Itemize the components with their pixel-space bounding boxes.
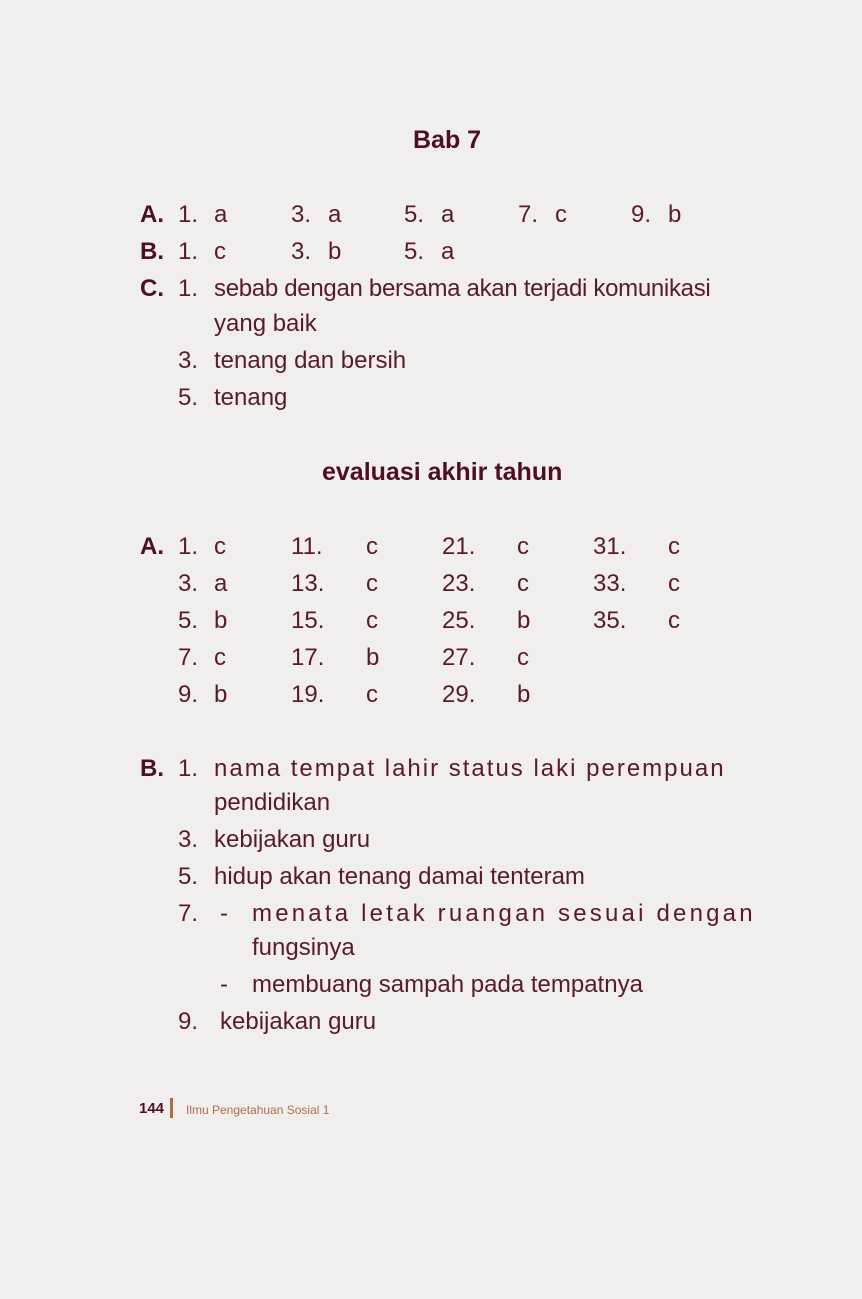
bab7-c-ans-5: tenang xyxy=(214,384,288,411)
evaluasi-a-ans: b xyxy=(214,681,228,708)
evaluasi-b-ans-1-line1: nama tempat lahir status laki perempuan xyxy=(214,755,726,782)
evaluasi-a-ans: c xyxy=(517,644,529,671)
evaluasi-a-num: 1. xyxy=(178,533,199,560)
evaluasi-a-ans: c xyxy=(668,533,680,560)
evaluasi-a-ans: c xyxy=(366,570,378,597)
bab7-c-num-3: 3. xyxy=(178,347,199,374)
bab7-b-num-5: 5. xyxy=(404,238,425,265)
bab7-b-num-1: 1. xyxy=(178,238,199,265)
evaluasi-b-dash: - xyxy=(220,971,228,998)
evaluasi-b-ans-3: kebijakan guru xyxy=(214,826,371,853)
evaluasi-a-num: 11. xyxy=(291,533,323,560)
evaluasi-a-num: 29. xyxy=(442,681,476,708)
evaluasi-b-num-5: 5. xyxy=(178,863,199,890)
evaluasi-a-num: 35. xyxy=(593,607,627,634)
bab7-c-num-1: 1. xyxy=(178,275,199,302)
evaluasi-b-num-9: 9. xyxy=(178,1008,199,1035)
bab7-b-ans-1: c xyxy=(214,238,226,265)
evaluasi-a-num: 13. xyxy=(291,570,325,597)
bab7-c-label: C. xyxy=(140,275,164,302)
evaluasi-b-num-7: 7. xyxy=(178,900,199,927)
evaluasi-a-num: 31. xyxy=(593,533,627,560)
bab7-a-ans-1: a xyxy=(214,201,228,228)
evaluasi-a-ans: c xyxy=(668,570,680,597)
evaluasi-a-num: 27. xyxy=(442,644,476,671)
evaluasi-a-ans: a xyxy=(214,570,228,597)
bab7-b-label: B. xyxy=(140,238,164,265)
evaluasi-a-num: 5. xyxy=(178,607,199,634)
evaluasi-a-num: 19. xyxy=(291,681,325,708)
bab7-a-ans-9: b xyxy=(668,201,682,228)
evaluasi-a-num: 21. xyxy=(442,533,476,560)
evaluasi-title: evaluasi akhir tahun xyxy=(322,458,563,486)
bab7-title: Bab 7 xyxy=(413,126,482,154)
evaluasi-b-ans-9: kebijakan guru xyxy=(220,1008,377,1035)
evaluasi-a-label: A. xyxy=(140,533,164,560)
evaluasi-b-ans-7a-line1: menata letak ruangan sesuai dengan xyxy=(252,900,756,927)
evaluasi-a-ans: c xyxy=(517,570,529,597)
evaluasi-a-ans: b xyxy=(366,644,380,671)
page-number: 144 xyxy=(139,1100,165,1117)
bab7-a-label: A. xyxy=(140,201,164,228)
evaluasi-b-ans-7a-line2: fungsinya xyxy=(252,934,355,961)
footer-divider xyxy=(170,1098,173,1118)
bab7-b-ans-3: b xyxy=(328,238,342,265)
evaluasi-a-ans: b xyxy=(214,607,228,634)
evaluasi-a-ans: b xyxy=(517,607,531,634)
bab7-a-num-1: 1. xyxy=(178,201,199,228)
evaluasi-b-ans-1-line2: pendidikan xyxy=(214,789,331,816)
evaluasi-a-ans: c xyxy=(214,644,226,671)
bab7-a-num-7: 7. xyxy=(518,201,539,228)
evaluasi-a-ans: b xyxy=(517,681,531,708)
bab7-b-num-3: 3. xyxy=(291,238,312,265)
bab7-a-ans-3: a xyxy=(328,201,342,228)
bab7-a-num-9: 9. xyxy=(631,201,652,228)
bab7-c-ans-1-line1: sebab dengan bersama akan terjadi komunikasi xyxy=(214,275,711,302)
bab7-c-ans-1-line2: yang baik xyxy=(214,310,317,337)
evaluasi-a-ans: c xyxy=(366,607,378,634)
evaluasi-b-dash: - xyxy=(220,900,228,927)
evaluasi-b-ans-7b: membuang sampah pada tempatnya xyxy=(252,971,643,998)
evaluasi-a-num: 23. xyxy=(442,570,476,597)
evaluasi-a-ans: c xyxy=(517,533,529,560)
evaluasi-a-num: 7. xyxy=(178,644,199,671)
bab7-a-ans-7: c xyxy=(555,201,567,228)
evaluasi-a-ans: c xyxy=(366,681,378,708)
evaluasi-b-label: B. xyxy=(140,755,164,782)
evaluasi-a-num: 9. xyxy=(178,681,199,708)
bab7-a-num-5: 5. xyxy=(404,201,425,228)
evaluasi-b-num-1: 1. xyxy=(178,755,199,782)
evaluasi-a-num: 33. xyxy=(593,570,627,597)
bab7-c-num-5: 5. xyxy=(178,384,199,411)
evaluasi-a-num: 3. xyxy=(178,570,199,597)
bab7-c-ans-3: tenang dan bersih xyxy=(214,347,407,374)
book-title: Ilmu Pengetahuan Sosial 1 xyxy=(186,1103,330,1117)
evaluasi-a-ans: c xyxy=(366,533,378,560)
bab7-a-ans-5: a xyxy=(441,201,455,228)
evaluasi-b-num-3: 3. xyxy=(178,826,199,853)
evaluasi-a-num: 15. xyxy=(291,607,325,634)
evaluasi-b-ans-5: hidup akan tenang damai tenteram xyxy=(214,863,585,890)
bab7-a-num-3: 3. xyxy=(291,201,312,228)
bab7-b-ans-5: a xyxy=(441,238,455,265)
evaluasi-a-ans: c xyxy=(668,607,680,634)
evaluasi-a-ans: c xyxy=(214,533,226,560)
evaluasi-a-num: 17. xyxy=(291,644,325,671)
evaluasi-a-num: 25. xyxy=(442,607,476,634)
